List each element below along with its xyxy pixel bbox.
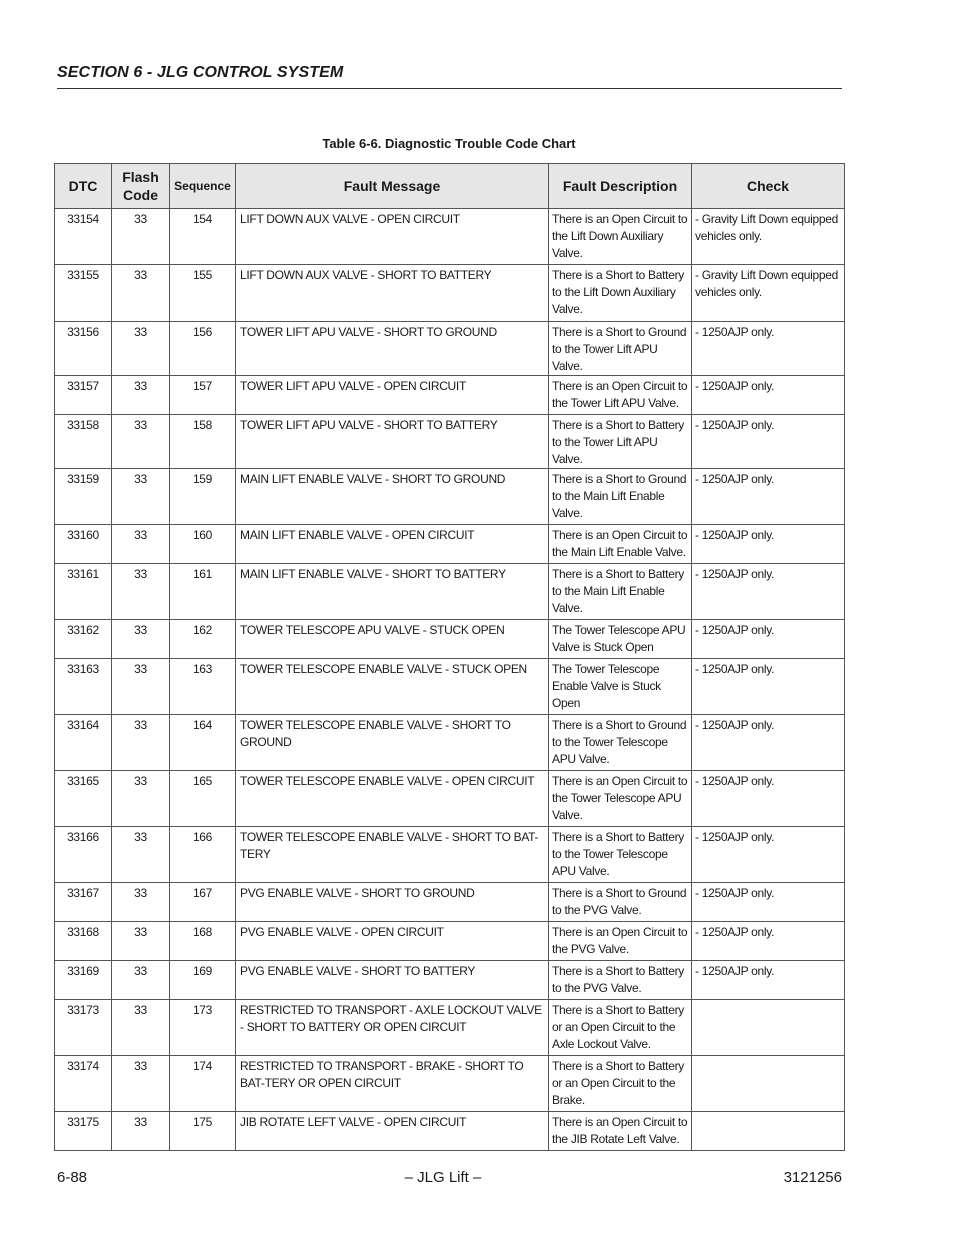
table-row [55,525,845,564]
cell-dtc: 33156 [55,322,112,376]
cell-flash-code: 33 [112,415,170,469]
cell-sequence: 155 [170,265,236,322]
cell-fault-description: There is a Short to Ground to the PVG Valve. [549,883,692,922]
table-row [55,922,845,961]
cell-fault-message: PVG ENABLE VALVE - OPEN CIRCUIT [236,922,549,961]
table-row [55,771,845,827]
cell-check: - 1250AJP only. [692,469,845,525]
cell-fault-message: TOWER LIFT APU VALVE - OPEN CIRCUIT [236,376,549,415]
cell-fault-description: There is an Open Circuit to the JIB Rotate Left Valve. [549,1112,692,1151]
cell-sequence: 174 [170,1056,236,1112]
cell-flash-code: 33 [112,469,170,525]
cell-sequence: 167 [170,883,236,922]
document-number: 3121256 [783,1169,842,1186]
cell-sequence: 165 [170,771,236,827]
table-title: Table 6-6. Diagnostic Trouble Code Chart [322,136,576,151]
footer-brand: – JLG Lift – [404,1169,482,1186]
table-row [55,659,845,715]
cell-check: - 1250AJP only. [692,715,845,771]
cell-check: - 1250AJP only. [692,620,845,659]
cell-fault-description: There is a Short to Ground to the Main Lift Enable Valve. [549,469,692,525]
cell-fault-message: LIFT DOWN AUX VALVE - OPEN CIRCUIT [236,209,549,265]
col-header-sequence: Sequence [170,164,236,209]
table-header-row [55,164,845,209]
cell-sequence: 154 [170,209,236,265]
cell-flash-code: 33 [112,715,170,771]
cell-flash-code: 33 [112,771,170,827]
cell-dtc: 33174 [55,1056,112,1112]
cell-fault-description: There is a Short to Battery to the Main Lift Enable Valve. [549,564,692,620]
cell-fault-description: There is an Open Circuit to the Main Lift Enable Valve. [549,525,692,564]
cell-flash-code: 33 [112,620,170,659]
table-row [55,1112,845,1151]
table-row [55,376,845,415]
table-row [55,1000,845,1056]
cell-dtc: 33163 [55,659,112,715]
cell-fault-message: TOWER TELESCOPE APU VALVE - STUCK OPEN [236,620,549,659]
cell-fault-message: TOWER LIFT APU VALVE - SHORT TO BATTERY [236,415,549,469]
cell-sequence: 166 [170,827,236,883]
cell-dtc: 33161 [55,564,112,620]
cell-flash-code: 33 [112,376,170,415]
cell-sequence: 173 [170,1000,236,1056]
col-header-dtc: DTC [55,164,112,209]
cell-check [692,1000,845,1056]
cell-fault-message: MAIN LIFT ENABLE VALVE - SHORT TO BATTERY [236,564,549,620]
cell-flash-code: 33 [112,922,170,961]
cell-fault-description: There is a Short to Battery to the Tower Telescope APU Valve. [549,827,692,883]
cell-check: - 1250AJP only. [692,922,845,961]
cell-check: - 1250AJP only. [692,659,845,715]
cell-sequence: 164 [170,715,236,771]
cell-flash-code: 33 [112,659,170,715]
cell-sequence: 163 [170,659,236,715]
cell-dtc: 33169 [55,961,112,1000]
header-rule [57,88,842,89]
cell-fault-message: LIFT DOWN AUX VALVE - SHORT TO BATTERY [236,265,549,322]
cell-fault-message: TOWER TELESCOPE ENABLE VALVE - SHORT TO GROUND [236,715,549,771]
cell-check: - 1250AJP only. [692,771,845,827]
cell-fault-message: PVG ENABLE VALVE - SHORT TO GROUND [236,883,549,922]
cell-flash-code: 33 [112,322,170,376]
cell-fault-description: There is a Short to Battery or an Open Circuit to the Brake. [549,1056,692,1112]
cell-check: - 1250AJP only. [692,415,845,469]
dtc-table [54,163,845,1151]
cell-sequence: 157 [170,376,236,415]
table-row [55,620,845,659]
cell-check: - Gravity Lift Down equipped vehicles only. [692,209,845,265]
cell-dtc: 33167 [55,883,112,922]
table-row [55,1056,845,1112]
cell-fault-description: There is a Short to Battery to the Tower Lift APU Valve. [549,415,692,469]
cell-check: - Gravity Lift Down equipped vehicles only. [692,265,845,322]
table-row [55,883,845,922]
cell-sequence: 159 [170,469,236,525]
cell-sequence: 169 [170,961,236,1000]
col-header-fault-description: Fault Description [549,164,692,209]
col-header-flash-code [112,164,170,209]
table-row [55,961,845,1000]
cell-fault-message: MAIN LIFT ENABLE VALVE - SHORT TO GROUND [236,469,549,525]
cell-dtc: 33173 [55,1000,112,1056]
cell-check: - 1250AJP only. [692,827,845,883]
cell-flash-code: 33 [112,525,170,564]
cell-fault-description: There is a Short to Battery or an Open Circuit to the Axle Lockout Valve. [549,1000,692,1056]
cell-fault-message: JIB ROTATE LEFT VALVE - OPEN CIRCUIT [236,1112,549,1151]
cell-fault-description: There is an Open Circuit to the PVG Valve. [549,922,692,961]
cell-flash-code: 33 [112,265,170,322]
col-header-flash-line2: Code [123,187,158,203]
col-header-check: Check [692,164,845,209]
cell-sequence: 162 [170,620,236,659]
cell-fault-description: There is a Short to Ground to the Tower Lift APU Valve. [549,322,692,376]
cell-sequence: 168 [170,922,236,961]
table-row [55,415,845,469]
cell-dtc: 33154 [55,209,112,265]
cell-check: - 1250AJP only. [692,883,845,922]
cell-check [692,1056,845,1112]
cell-fault-message: PVG ENABLE VALVE - SHORT TO BATTERY [236,961,549,1000]
cell-fault-description: There is an Open Circuit to the Lift Down Auxiliary Valve. [549,209,692,265]
cell-fault-message: TOWER TELESCOPE ENABLE VALVE - OPEN CIRCUIT [236,771,549,827]
cell-flash-code: 33 [112,564,170,620]
cell-fault-message: TOWER TELESCOPE ENABLE VALVE - SHORT TO BAT-TERY [236,827,549,883]
table-row [55,469,845,525]
cell-check [692,1112,845,1151]
cell-fault-description: There is a Short to Battery to the Lift Down Auxiliary Valve. [549,265,692,322]
cell-flash-code: 33 [112,961,170,1000]
cell-sequence: 161 [170,564,236,620]
cell-check: - 1250AJP only. [692,564,845,620]
cell-dtc: 33168 [55,922,112,961]
cell-sequence: 160 [170,525,236,564]
cell-dtc: 33160 [55,525,112,564]
page-number: 6-88 [57,1169,88,1186]
cell-check: - 1250AJP only. [692,961,845,1000]
table-row [55,209,845,265]
table-row [55,564,845,620]
section-title: SECTION 6 - JLG CONTROL SYSTEM [57,64,344,81]
cell-dtc: 33164 [55,715,112,771]
cell-flash-code: 33 [112,827,170,883]
cell-dtc: 33157 [55,376,112,415]
cell-check: - 1250AJP only. [692,525,845,564]
cell-dtc: 33158 [55,415,112,469]
cell-fault-description: There is a Short to Ground to the Tower Telescope APU Valve. [549,715,692,771]
cell-check: - 1250AJP only. [692,322,845,376]
cell-fault-message: TOWER LIFT APU VALVE - SHORT TO GROUND [236,322,549,376]
cell-fault-description: The Tower Telescope Enable Valve is Stuck Open [549,659,692,715]
cell-dtc: 33165 [55,771,112,827]
cell-dtc: 33162 [55,620,112,659]
cell-fault-description: The Tower Telescope APU Valve is Stuck Open [549,620,692,659]
table-row [55,827,845,883]
cell-sequence: 158 [170,415,236,469]
cell-dtc: 33175 [55,1112,112,1151]
col-header-flash-line1: Flash [122,169,159,185]
cell-dtc: 33166 [55,827,112,883]
table-row [55,265,845,322]
table-row [55,322,845,376]
cell-flash-code: 33 [112,1056,170,1112]
cell-fault-description: There is an Open Circuit to the Tower Lift APU Valve. [549,376,692,415]
cell-check: - 1250AJP only. [692,376,845,415]
cell-dtc: 33155 [55,265,112,322]
cell-sequence: 156 [170,322,236,376]
table-row [55,715,845,771]
cell-flash-code: 33 [112,1112,170,1151]
cell-fault-message: TOWER TELESCOPE ENABLE VALVE - STUCK OPEN [236,659,549,715]
cell-flash-code: 33 [112,209,170,265]
cell-flash-code: 33 [112,883,170,922]
cell-fault-message: RESTRICTED TO TRANSPORT - AXLE LOCKOUT VALVE - SHORT TO BATTERY OR OPEN CIRCUIT [236,1000,549,1056]
cell-fault-description: There is a Short to Battery to the PVG Valve. [549,961,692,1000]
cell-fault-message: MAIN LIFT ENABLE VALVE - OPEN CIRCUIT [236,525,549,564]
col-header-fault-message: Fault Message [236,164,549,209]
cell-fault-description: There is an Open Circuit to the Tower Telescope APU Valve. [549,771,692,827]
cell-sequence: 175 [170,1112,236,1151]
cell-dtc: 33159 [55,469,112,525]
cell-flash-code: 33 [112,1000,170,1056]
cell-fault-message: RESTRICTED TO TRANSPORT - BRAKE - SHORT TO BAT-TERY OR OPEN CIRCUIT [236,1056,549,1112]
